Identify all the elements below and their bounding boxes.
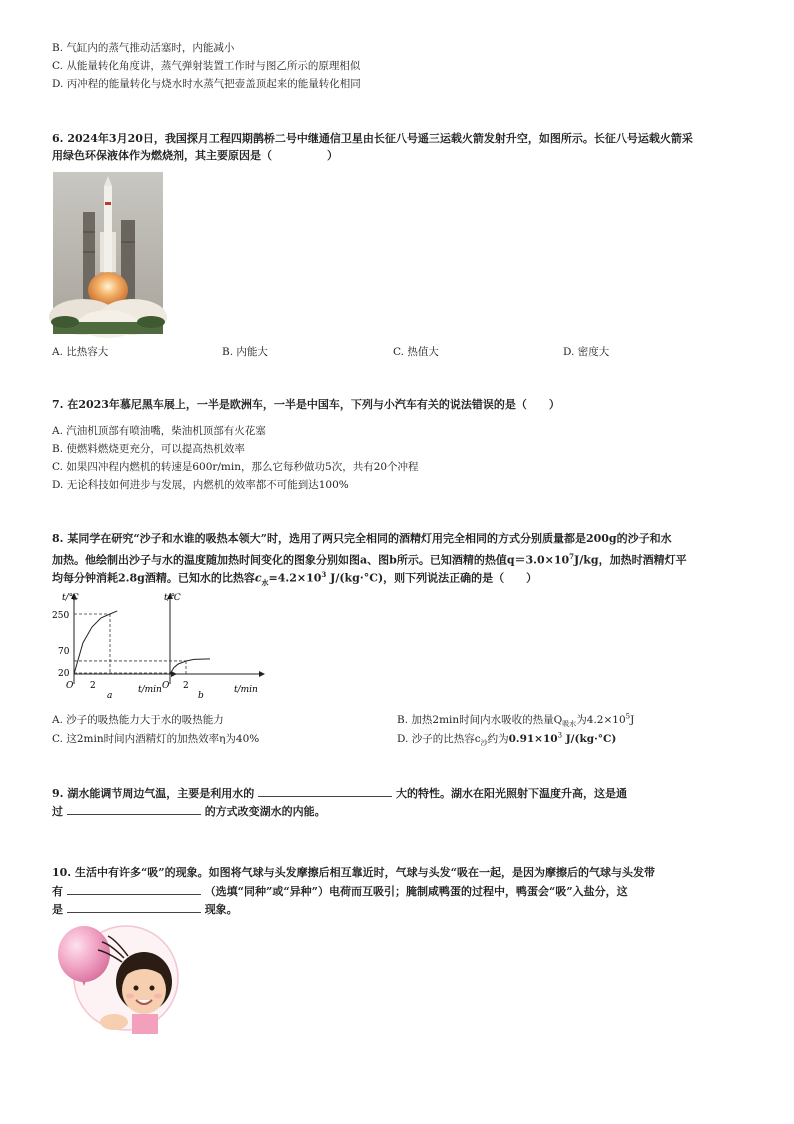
- graph-b-origin: O: [162, 681, 170, 691]
- graph-a-xlabel: t/min: [138, 685, 162, 695]
- graph-b-caption: b: [198, 691, 204, 701]
- q8-option-d: D. 沙子的比热容$c_沙$约为$0.91\times 10^3$ J/(kg·°C): [397, 731, 617, 748]
- graph-a-ylabel: t/℃: [62, 593, 79, 603]
- q7-option-a: A. 汽油机顶部有喷油嘴，柴油机顶部有火花塞: [52, 425, 266, 437]
- q8-stem-line1: 8. 某同学在研究“沙子和水谁的吸热本领大”时，选用了两只完全相同的酒精灯用完全相同的方式分别质量都是200g的沙子和水: [52, 532, 672, 545]
- q6-option-a: A. 比热容大: [52, 346, 109, 358]
- graph-a-tick-250: 250: [52, 611, 70, 621]
- graph-a-tick-2: 2: [90, 681, 96, 691]
- q8-option-a: A. 沙子的吸热能力大于水的吸热能力: [52, 714, 224, 726]
- q7-option-d: D. 无论科技如何进步与发展，内燃机的效率都不可能到达100%: [52, 479, 349, 491]
- q8-option-b: B. 加热2min时间内水吸收的热量$Q_{吸水}$为$4.2\times 10^5J$: [397, 712, 635, 729]
- graph-a-tick-70: 70: [58, 647, 70, 657]
- q10-line2: 有 （选填“同种”或“异种”）电荷而互吸引；腌制咸鸭蛋的过程中，鸭蛋会“吸”入盐分，这: [52, 885, 628, 898]
- rocket-launch-photo: [53, 172, 163, 334]
- graph-b-xlabel: t/min: [234, 685, 258, 695]
- graph-a-caption: a: [107, 691, 113, 701]
- q10-blank-1[interactable]: [67, 883, 201, 895]
- q5-option-c: C. 从能量转化角度讲，蒸气弹射装置工作时与图乙所示的原理相似: [52, 60, 361, 72]
- q9-blank-1[interactable]: [258, 785, 392, 797]
- q6-option-c: C. 热值大: [393, 346, 439, 358]
- q9-line2: 过 的方式改变湖水的内能。: [52, 805, 326, 818]
- q10-line3: 是 现象。: [52, 903, 238, 916]
- q8-stem-line2: 加热。他绘制出沙子与水的温度随加热时间变化的图象分别如图a、图b所示。已知酒精的热值$q=3.0\times 10^7J/kg$，加热时酒精灯平: [52, 552, 687, 567]
- q5-option-b: B. 气缸内的蒸气推动活塞时，内能减小: [52, 42, 235, 54]
- q8-option-c: C. 这2min时间内酒精灯的加热效率η为40%: [52, 733, 260, 745]
- q10-line1: 10. 生活中有许多“吸”的现象。如图将气球与头发摩擦后相互靠近时，气球与头发“吸在一起，是因为摩擦后的气球与头发带: [52, 866, 655, 879]
- q9-blank-2[interactable]: [67, 803, 201, 815]
- graph-shared-guide: [52, 588, 282, 698]
- balloon-hair-illustration: [52, 922, 182, 1034]
- q6-option-d: D. 密度大: [563, 346, 610, 358]
- q10-blank-2[interactable]: [67, 901, 201, 913]
- q7-option-b: B. 使燃料燃烧更充分，可以提高热机效率: [52, 443, 245, 455]
- q7-option-c: C. 如果四冲程内燃机的转速是600r/min，那么它每秒做功5次，共有20个冲程: [52, 461, 419, 473]
- graph-a-tick-20: 20: [58, 669, 70, 679]
- q7-stem: 7. 在2023年慕尼黑车展上，一半是欧洲车，一半是中国车，下列与小汽车有关的说法错误的是（ ）: [52, 398, 560, 411]
- q6-option-b: B. 内能大: [222, 346, 268, 358]
- q5-option-d: D. 丙冲程的能量转化与烧水时水蒸气把壶盖顶起来的能量转化相同: [52, 78, 361, 90]
- q9-line1: 9. 湖水能调节周边气温，主要是利用水的 大的特性。湖水在阳光照射下温度升高，这是通: [52, 787, 627, 800]
- graph-b-ylabel: t/℃: [164, 593, 181, 603]
- q8-stem-line3: 均每分钟消耗2.8g酒精。已知水的比热容$c_水=4.2\times 10^3$ J/(kg·°C)，则下列说法正确的是（ ）: [52, 570, 538, 587]
- q6-stem-line2: 用绿色环保液体作为燃烧剂，其主要原因是（ ）: [52, 149, 338, 162]
- graph-a-origin: O: [66, 681, 74, 691]
- q6-stem-line1: 6. 2024年3月20日，我国探月工程四期鹊桥二号中继通信卫星由长征八号遥三运载火箭发射升空，如图所示。长征八号运载火箭采: [52, 132, 693, 145]
- graph-b-tick-2: 2: [183, 681, 189, 691]
